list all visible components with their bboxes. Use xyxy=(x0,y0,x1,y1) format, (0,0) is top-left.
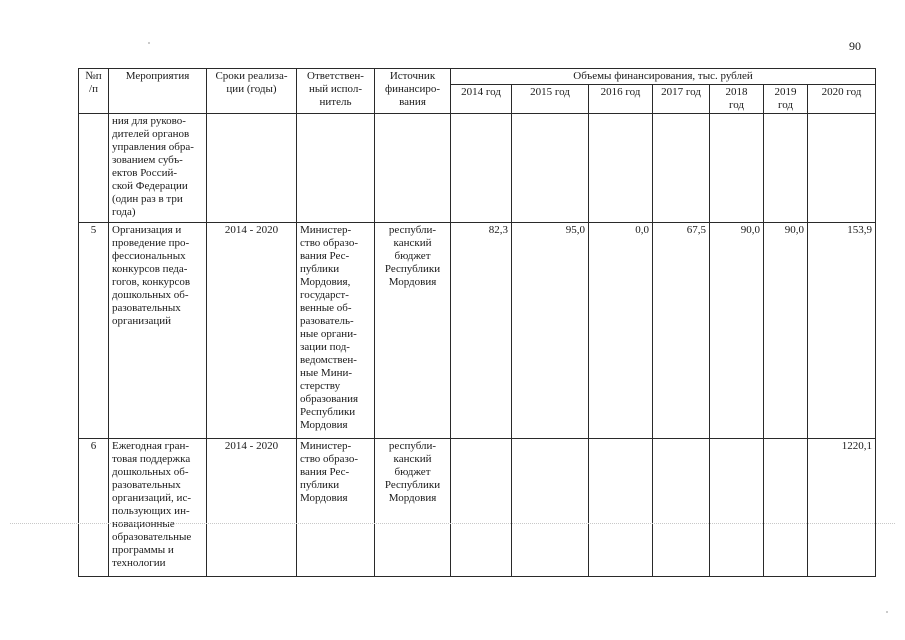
scan-speck xyxy=(148,42,150,44)
header-executor: Ответствен- ный испол- нитель xyxy=(297,69,375,114)
row-value: 0,0 xyxy=(589,223,653,439)
row-terms: 2014 - 2020 xyxy=(207,439,297,577)
row-value xyxy=(808,114,876,223)
row-executor: Министер- ство образо- вания Рес- публики Мордовия, государст- венные об- разователь- ные органи- зации под- ведомствен- ные Мини- стерству образования Республики Мордовия xyxy=(297,223,375,439)
scan-artifact-line xyxy=(10,523,895,524)
row-value: 95,0 xyxy=(512,223,589,439)
row-value xyxy=(764,114,808,223)
row-terms: 2014 - 2020 xyxy=(207,223,297,439)
header-year: 2015 год xyxy=(512,85,589,114)
row-num: 6 xyxy=(79,439,109,577)
row-value: 90,0 xyxy=(710,223,764,439)
header-year: 2020 год xyxy=(808,85,876,114)
table-row xyxy=(79,439,876,577)
row-value xyxy=(589,114,653,223)
row-value: 67,5 xyxy=(653,223,710,439)
row-value xyxy=(710,114,764,223)
row-terms xyxy=(207,114,297,223)
row-value xyxy=(512,114,589,223)
header-terms: Сроки реализа- ции (годы) xyxy=(207,69,297,114)
row-value xyxy=(653,439,710,577)
row-value xyxy=(589,439,653,577)
row-value xyxy=(512,439,589,577)
header-year: 2014 год xyxy=(451,85,512,114)
row-value xyxy=(764,439,808,577)
page-number: 90 xyxy=(849,39,861,53)
funding-table xyxy=(78,68,876,577)
header-num: №п /п xyxy=(79,69,109,114)
row-executor: Министер- ство образо- вания Рес- публики Мордовия xyxy=(297,439,375,577)
header-row-top xyxy=(79,69,876,85)
row-value xyxy=(451,114,512,223)
table-row xyxy=(79,223,876,439)
row-executor xyxy=(297,114,375,223)
row-event: ния для руково- дителей органов управления обра- зованием субъ- ектов Россий- ской Федерации (один раз в три года) xyxy=(109,114,207,223)
header-source: Источник финансиро- вания xyxy=(375,69,451,114)
scan-speck xyxy=(886,611,888,613)
row-source xyxy=(375,114,451,223)
row-source: республи- канский бюджет Республики Мордовия xyxy=(375,223,451,439)
row-event: Ежегодная гран- товая поддержка дошкольных об- разовательных организаций, ис- пользующих ин- новационные образовательные программы и технологии xyxy=(109,439,207,577)
row-value xyxy=(653,114,710,223)
row-value: 90,0 xyxy=(764,223,808,439)
row-source: республи- канский бюджет Республики Мордовия xyxy=(375,439,451,577)
header-funding: Объемы финансирования, тыс. рублей xyxy=(451,69,876,85)
row-num xyxy=(79,114,109,223)
table-row xyxy=(79,114,876,223)
row-num: 5 xyxy=(79,223,109,439)
header-year: 2019 год xyxy=(764,85,808,114)
row-value: 82,3 xyxy=(451,223,512,439)
row-value xyxy=(710,439,764,577)
row-event: Организация и проведение про- фессиональных конкурсов педа- гогов, конкурсов дошкольных об- разовательных организаций xyxy=(109,223,207,439)
header-event: Мероприятия xyxy=(109,69,207,114)
row-value: 1220,1 xyxy=(808,439,876,577)
row-value: 153,9 xyxy=(808,223,876,439)
row-value xyxy=(451,439,512,577)
header-year: 2018 год xyxy=(710,85,764,114)
header-year: 2017 год xyxy=(653,85,710,114)
header-year: 2016 год xyxy=(589,85,653,114)
